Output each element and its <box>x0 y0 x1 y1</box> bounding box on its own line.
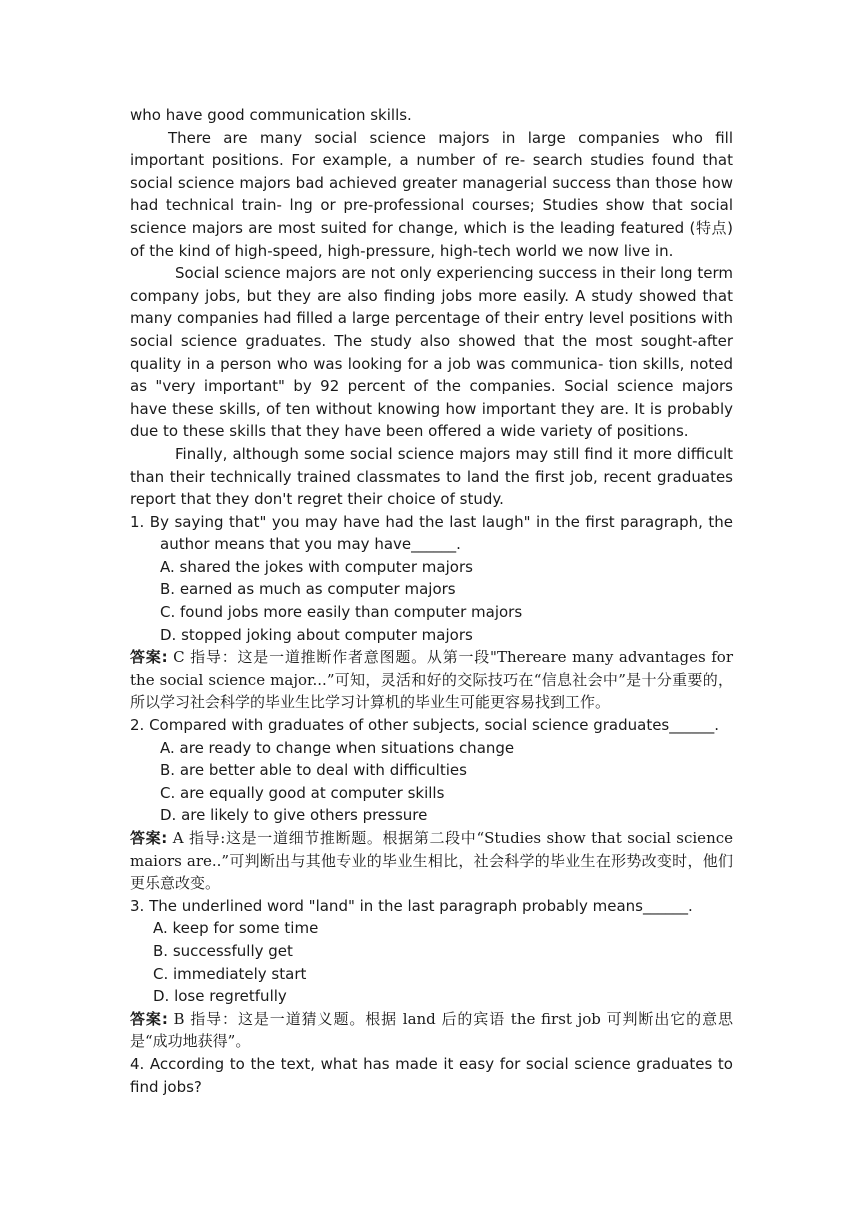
question-3-stem: 3. The underlined word "land" in the last paragraph probably means______. <box>130 896 693 915</box>
question-3-answer <box>130 1008 733 1053</box>
question-1-option-b: B. earned as much as computer majors <box>160 580 456 599</box>
question-3-option-b: B. successfully get <box>153 941 293 960</box>
document-page <box>130 104 733 1098</box>
question-2-option-c: C. are equally good at computer skills <box>160 783 445 802</box>
question-1-stem: 1. By saying that" you may have had the last laugh" in the first paragraph, the author means that you may have______. <box>130 512 733 554</box>
answer-label: 答案: <box>130 648 168 667</box>
question-1-option-d: D. stopped joking about computer majors <box>160 625 473 644</box>
question-4-stem: 4. According to the text, what has made it easy for social science graduates to find jobs? <box>130 1054 733 1096</box>
passage-paragraph-2: Social science majors are not only experiencing success in their long term company jobs, but they are also finding jobs more easily. A study showed that many companies had filled a large percentage of their entry level positions with social science graduates. The study also showed that the most sought-after quality in a person who was looking for a job was communica- tion skills, noted as "very important" by 92 percent of the companies. Social science majors have these skills, of ten without knowing how important they are. It is probably due to these skills that they have been offered a wide variety of positions. <box>130 264 733 441</box>
passage-paragraph-0: who have good communication skills. <box>130 106 412 124</box>
question-1-option-a: A. shared the jokes with computer majors <box>160 557 473 576</box>
question-1-option-c: C. found jobs more easily than computer majors <box>160 603 523 622</box>
question-2-stem: 2. Compared with graduates of other subjects, social science graduates______. <box>130 716 720 735</box>
question-3-option-a: A. keep for some time <box>153 919 319 938</box>
passage-paragraph-1: There are many social science majors in large companies who fill important positions. For example, a number of re- search studies found that social science majors bad achieved greater managerial success than those how had technical train- lng or pre-professional courses; Studies show that social science majors are most suited for change, which is the leading featured (特点) of the kind of high-speed, high-pressure, high-tech world we now live in. <box>130 128 733 260</box>
passage-paragraph-3: Finally, although some social science majors may still find it more difficult than their technically trained classmates to land the first job, recent graduates report that they don't regret their choice of study. <box>130 444 733 509</box>
answer-label: 答案: <box>130 1009 168 1028</box>
answer-explanation: A 指导:这是一道细节推断题。根据第二段中“Studies show that social science maiors are..”可判断出与其他专业的毕业生相比，社会科学的毕业生在形势改变时，他们更乐意改变。 <box>130 829 734 893</box>
question-3-option-d: D. lose regretfully <box>153 987 287 1006</box>
question-3-option-c: C. immediately start <box>153 964 307 983</box>
question-2-answer <box>130 827 733 895</box>
question-2-option-d: D. are likely to give others pressure <box>160 806 428 825</box>
question-2-option-a: A. are ready to change when situations change <box>160 738 515 757</box>
answer-label: 答案: <box>130 829 168 847</box>
answer-explanation: B 指导：这是一道猜义题。根据 land 后的宾语 the first job 可判断出它的意思是“成功地获得”。 <box>130 1009 733 1051</box>
answer-explanation: C 指导：这是一道推断作者意图题。从第一段"Thereare many advantages for the social science major...”可知，灵活和好的交际技巧在“信息社会中”是十分重要的，所以学习社会科学的毕业生比学习计算机的毕业生可能更容易找到工作。 <box>130 648 734 712</box>
question-1-answer <box>130 646 733 714</box>
question-2-option-b: B. are better able to deal with difficulties <box>160 761 467 780</box>
